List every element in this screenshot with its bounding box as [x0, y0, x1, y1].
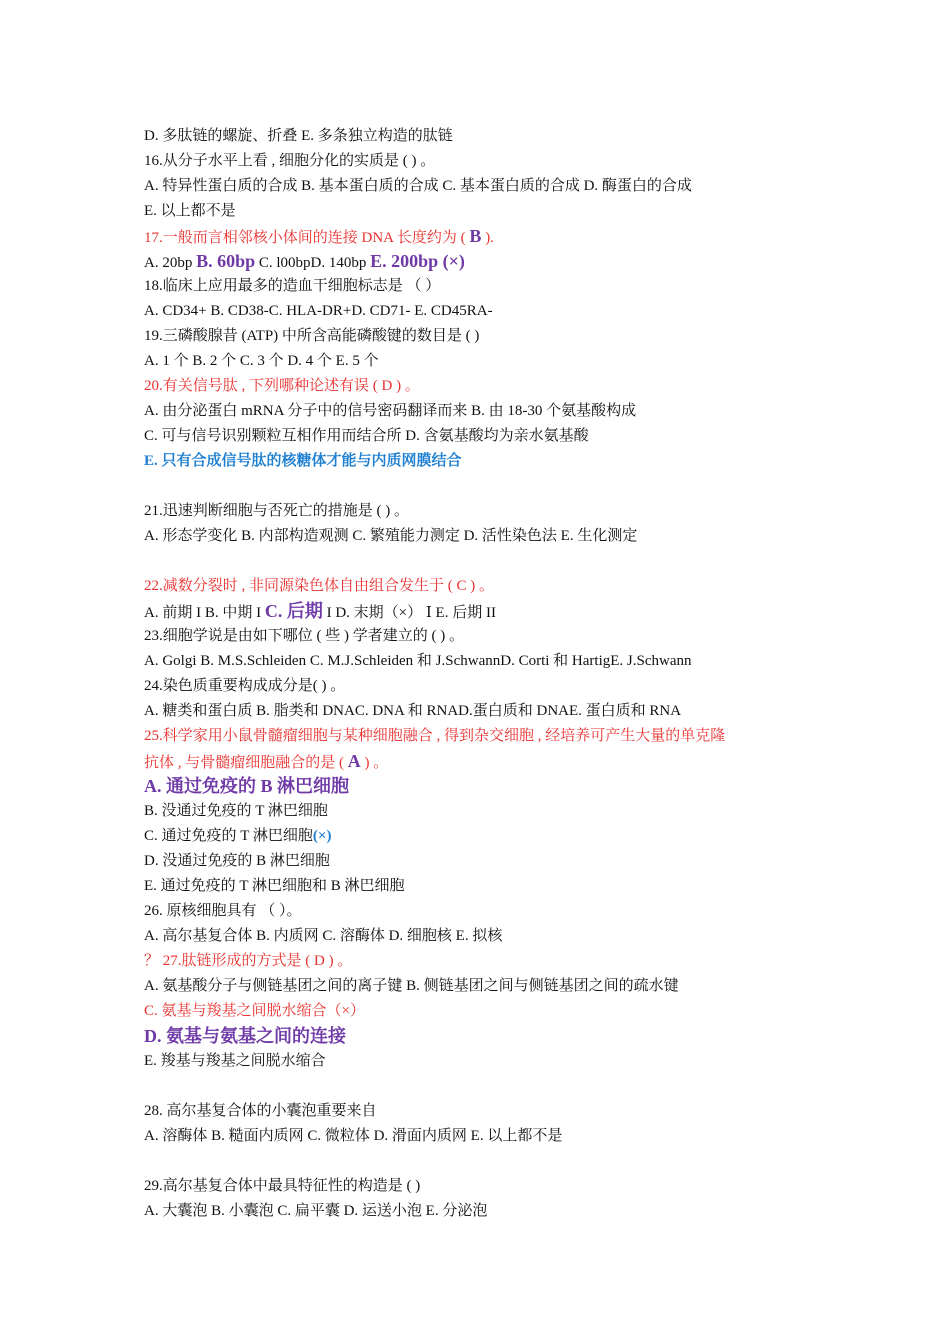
- option-17-e-highlight: E. 200bp (×): [370, 251, 465, 271]
- question-18: 18.临床上应用最多的造血干细胞标志是 （ ）: [144, 278, 441, 294]
- question-25-line-1: 25.科学家用小鼠骨髓瘤细胞与某种细胞融合 , 得到杂交细胞 , 经培养可产生大量的单克隆: [144, 728, 726, 744]
- option-25-d: D. 没通过免疫的 B 淋巴细胞: [144, 853, 330, 869]
- question-28: 28. 高尔基复合体的小囊泡重要来自: [144, 1103, 377, 1119]
- option-25-e: E. 通过免疫的 T 淋巴细胞和 B 淋巴细胞: [144, 878, 405, 894]
- question-27: ？ 27.肽链形成的方式是 ( D ) 。: [144, 953, 353, 969]
- option-27-c: C. 氨基与羧基之间脱水缩合（×）: [144, 1003, 365, 1019]
- blank-line: [144, 1149, 824, 1174]
- question-29: 29.高尔基复合体中最具特征性的构造是 ( ): [144, 1178, 421, 1194]
- question-24: 24.染色质重要构成成分是( ) 。: [144, 678, 346, 694]
- option-25-b: B. 没通过免疫的 T 淋巴细胞: [144, 803, 328, 819]
- question-22: 22.减数分裂时 , 非同源染色体自由组合发生于 ( C ) 。: [144, 578, 494, 594]
- wrong-mark: (×): [312, 828, 332, 844]
- options-21: A. 形态学变化 B. 内部构造观测 C. 繁殖能力测定 D. 活性染色法 E. 生化测定: [144, 528, 638, 544]
- option-17-b-highlight: B. 60bp: [196, 251, 256, 271]
- option-25-c: C. 通过免疫的 T 淋巴细胞(×): [144, 828, 332, 844]
- blank-line: [144, 549, 824, 574]
- question-16: 16.从分子水平上看 , 细胞分化的实质是 ( ) 。: [144, 153, 436, 169]
- option-25-a-highlight: A. 通过免疫的 B 淋巴细胞: [144, 776, 350, 796]
- answer-17: B: [469, 226, 482, 246]
- options-16: A. 特异性蛋白质的合成 B. 基本蛋白质的合成 C. 基本蛋白质的合成 D. 酶蛋白的合成: [144, 178, 692, 194]
- question-21: 21.迅速判断细胞与否死亡的措施是 ( ) 。: [144, 503, 409, 519]
- option-27-d-highlight: D. 氨基与氨基之间的连接: [144, 1026, 346, 1046]
- option-20-e-highlight: E. 只有合成信号肽的核糖体才能与内质网膜结合: [144, 453, 462, 469]
- options-20-cd: C. 可与信号识别颗粒互相作用而结合所 D. 含氨基酸均为亲水氨基酸: [144, 428, 589, 444]
- options-27-ab: A. 氨基酸分子与侧链基团之间的离子键 B. 侧链基团之间与侧链基团之间的疏水键: [144, 978, 679, 994]
- question-20: 20.有关信号肽 , 下列哪种论述有误 ( D ) 。: [144, 378, 420, 394]
- options-26: A. 高尔基复合体 B. 内质网 C. 溶酶体 D. 细胞核 E. 拟核: [144, 928, 503, 944]
- options-29: A. 大囊泡 B. 小囊泡 C. 扁平囊 D. 运送小泡 E. 分泌泡: [144, 1203, 488, 1219]
- options-24: A. 糖类和蛋白质 B. 脂类和 DNAC. DNA 和 RNAD.蛋白质和 DNAE. 蛋白质和 RNA: [144, 703, 682, 719]
- option-22-c-highlight: C. 后期: [264, 601, 323, 621]
- option-27-e: E. 羧基与羧基之间脱水缩合: [144, 1053, 326, 1069]
- options-22: A. 前期 I B. 中期 I C. 后期 I D. 末期（×） Ⅰ E. 后期 II: [144, 601, 496, 621]
- text-line: D. 多肽链的螺旋、折叠 E. 多条独立构造的肽链: [144, 128, 453, 144]
- options-18: A. CD34+ B. CD38-C. HLA-DR+D. CD71- E. CD45RA-: [144, 303, 493, 319]
- answer-25: A: [347, 751, 361, 771]
- options-20-ab: A. 由分泌蛋白 mRNA 分子中的信号密码翻译而来 B. 由 18-30 个氨基酸构成: [144, 403, 637, 419]
- question-17: 17.一般而言相邻核小体间的连接 DNA 长度约为 ( B ).: [144, 226, 494, 246]
- options-19: A. 1 个 B. 2 个 C. 3 个 D. 4 个 E. 5 个: [144, 353, 379, 369]
- blank-line: [144, 1074, 824, 1099]
- question-25-line-2: 抗体 , 与骨髓瘤细胞融合的是 ( A ) 。: [144, 751, 389, 771]
- document-page: [144, 124, 824, 1224]
- option-16-e: E. 以上都不是: [144, 203, 236, 219]
- blank-line: [144, 474, 824, 499]
- question-23: 23.细胞学说是由如下哪位 ( 些 ) 学者建立的 ( ) 。: [144, 628, 464, 644]
- question-26: 26. 原核细胞具有 （ ）。: [144, 903, 302, 919]
- question-19: 19.三磷酸腺昔 (ATP) 中所含高能磷酸键的数目是 ( ): [144, 328, 480, 344]
- options-28: A. 溶酶体 B. 糙面内质网 C. 微粒体 D. 滑面内质网 E. 以上都不是: [144, 1128, 563, 1144]
- options-17: A. 20bp B. 60bp C. l00bpD. 140bp E. 200bp (×): [144, 251, 465, 271]
- options-23: A. Golgi B. M.S.Schleiden C. M.J.Schleiden 和 J.SchwannD. Corti 和 HartigE. J.Schwann: [144, 653, 692, 669]
